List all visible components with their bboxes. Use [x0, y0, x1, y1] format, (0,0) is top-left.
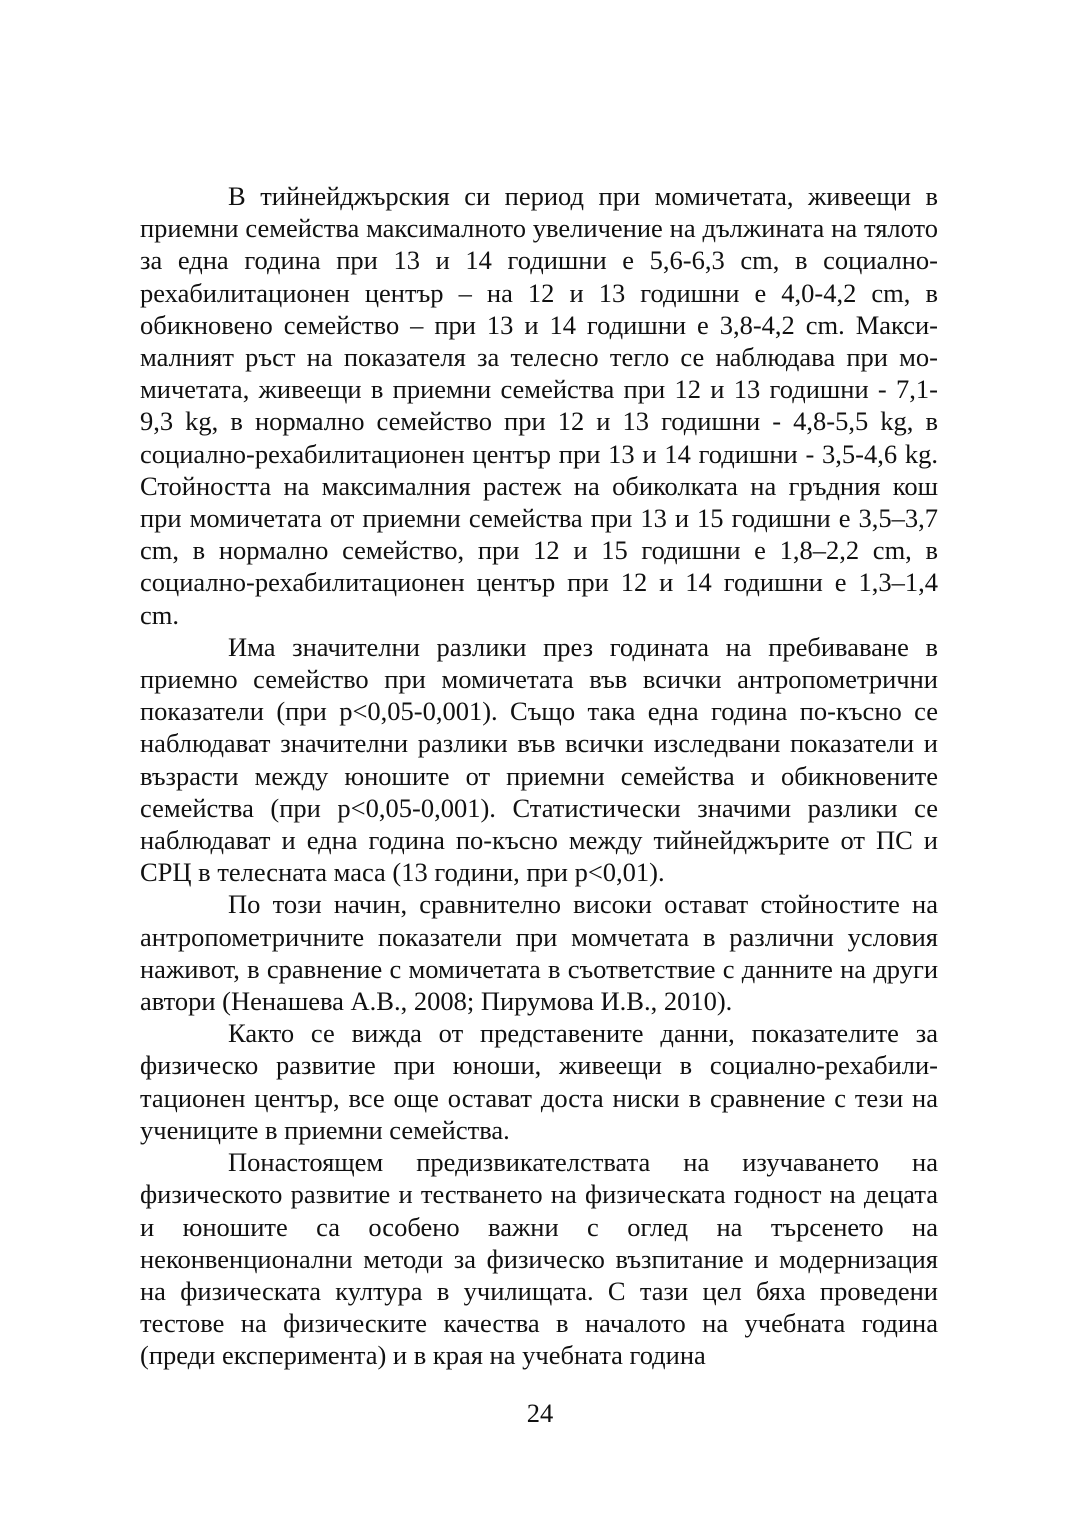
paragraph-4: Както се вижда от представените данни, показателите за физическо развитие при юноши, живеещи в социално-рехабилитационен център, все още остават доста ниски в сравнение с тези на учениците в приемни семейства. — [140, 1018, 938, 1145]
paragraph-2: Има значителни разлики през годината на пребиваване в приемно семейство при момичетата във всички антропометрични показатели (при p<0,05-0,001). Също така една година по-късно се наблюдават значителни разлики във всички изследвани показатели и възрасти между юношите от приемни семейства и обикновените семейства (при p<0,05-0,001). Статистически значими разлики се наблюдават и една година по-късно между тийнейджърите от ПС и СРЦ в телесната маса (13 години, при p<0,01). — [140, 631, 938, 888]
paragraph-5: Понастоящем предизвикателствата на изучаването на физическото развитие и тестването на физическата годност на децата и юношите са особено важни с оглед на търсенето на неконвенционални методи за физическо възпитание и модернизация на физическата култура в училищата. С тази цел бяха проведени тестове на физическите качества в началото на учебната година (преди експеримента) и в края на учебната година — [140, 1147, 938, 1371]
body-text — [140, 180, 938, 1372]
paragraph-3: По този начин, сравнително високи остават стойностите на антропометричните показатели при момчетата в различни условия наживот, в сравнение с момичетата в съответствие с данните на други автори (Ненашева А.В., 2008; Пирумова И.В., 2010). — [140, 889, 938, 1017]
page-number: 24 — [526, 1398, 554, 1428]
paragraph-1: В тийнейджърския си период при момичетата, живеещи в приемни семейства максималното увеличение на дължината на тялото за една година при 13 и 14 годишни е 5,6-6,3 cm, в социално-рехабилитационен център – на 12 и 13 годишни е 4,0-4,2 cm, в обикновено семейство – при 13 и 14 годишни е 3,8-4,2 cm. Максималният ръст на показателя за телесно тегло се наблюдава при момичетата, живеещи в приемни семейства при 12 и 13 годишни - 7,1-9,3 kg, в нормално семейство при 12 и 13 годишни - 4,8-5,5 kg, в социално-рехабилитационен център при 13 и 14 годишни - 3,5-4,6 kg. Стойността на максималния растеж на обиколката на гръдния кош при момичетата от приемни семейства при 13 и 15 годишни е 3,5–3,7 cm, в нормално семейство, при 12 и 15 годишни е 1,8–2,2 cm, в социално-рехабилитационен център при 12 и 14 годишни е 1,3–1,4 cm. — [140, 181, 938, 630]
